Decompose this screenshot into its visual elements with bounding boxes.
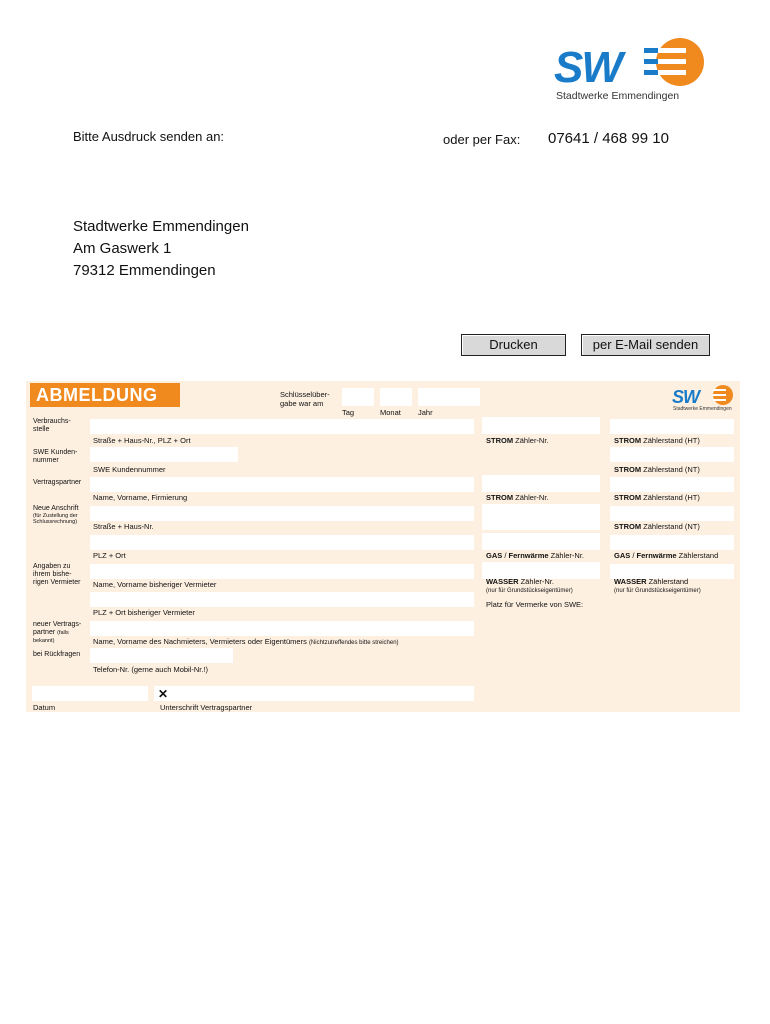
plz-field[interactable] <box>90 535 474 550</box>
swe-logo <box>552 36 712 106</box>
vermieter-plz-caption: PLZ + Ort bisheriger Vermieter <box>93 608 195 617</box>
vertragspartner-field[interactable] <box>90 477 474 492</box>
strom2-bold: STROM <box>486 493 514 502</box>
neuer-partner-sub: (falls bekannt) <box>33 630 69 644</box>
kundennummer-field[interactable] <box>90 447 238 462</box>
neuer-partner-caption-text: Name, Vorname des Nachmieters, Vermieters oder Eigentümers <box>93 637 307 646</box>
strom-ht-bold: STROM <box>614 436 642 445</box>
strasse-field[interactable] <box>90 506 474 521</box>
month-field[interactable] <box>380 388 412 406</box>
strom-nt-bold: STROM <box>614 465 642 474</box>
strom1-ht-field[interactable] <box>610 419 734 434</box>
gas2-mid: / <box>630 551 637 560</box>
verbrauchsstelle-label: Verbrauchs- stelle <box>33 418 71 433</box>
brand-name-small: Stadtwerke Emmendingen <box>673 406 732 412</box>
strom2-ht-field[interactable] <box>610 477 734 492</box>
neuer-partner-caption-note: (Nichtzutreffendes bitte streichen) <box>308 640 399 646</box>
address-block <box>73 216 249 282</box>
address-line-1: Stadtwerke Emmendingen <box>73 218 249 235</box>
strom2-zaehler-field[interactable] <box>482 475 600 492</box>
strom2-nt-rest: Zählerstand (NT) <box>641 522 700 531</box>
gas2-bold1: GAS <box>614 551 631 560</box>
strom1-zaehler-caption <box>486 436 549 445</box>
strom2-ht-bold: STROM <box>614 493 642 502</box>
neue-anschrift-label <box>33 505 79 525</box>
gas2-bold2: Fernwärme <box>636 551 677 560</box>
datum-field[interactable] <box>32 686 148 701</box>
neue-anschrift-title: Neue Anschrift <box>33 505 79 512</box>
address-line-2: Am Gaswerk 1 <box>73 240 172 257</box>
strom2-rest: Zähler-Nr. <box>513 493 549 502</box>
wasser-note: (nur für Grundstückseigentümer) <box>486 588 573 594</box>
kundennummer-caption: SWE Kundennummer <box>93 465 166 474</box>
kundennummer-label: SWE Kunden- nummer <box>33 449 78 464</box>
send-label: Bitte Ausdruck senden an: <box>73 129 225 144</box>
month-label: Monat <box>380 408 401 417</box>
strom1-nt-caption <box>614 465 700 474</box>
gas-zaehler-caption <box>486 551 584 560</box>
neuer-partner-field[interactable] <box>90 621 474 636</box>
strom2-zaehler-caption <box>486 493 549 502</box>
gas-zaehler-field[interactable] <box>482 533 600 550</box>
key-handover-label: Schlüsselüber- gabe war am <box>280 390 330 408</box>
strom2-nt-bold: STROM <box>614 522 642 531</box>
neue-anschrift-sub: (für Zustellung der Schlussrechnung) <box>33 513 78 525</box>
strasse-caption: Straße + Haus-Nr. <box>93 522 154 531</box>
signature-mark-icon: ✕ <box>158 687 169 701</box>
fax-label: oder per Fax: <box>443 132 521 147</box>
strom2-ht-rest: Zählerstand (HT) <box>641 493 700 502</box>
plz-caption: PLZ + Ort <box>93 551 126 560</box>
year-label: Jahr <box>418 408 433 417</box>
strom2-nt-caption <box>614 522 700 531</box>
strom2-extra-field[interactable] <box>482 504 600 530</box>
strom1-zaehler-field[interactable] <box>482 417 600 434</box>
vermerke-label: Platz für Vermerke von SWE: <box>486 600 584 609</box>
unterschrift-caption: Unterschrift Vertragspartner <box>160 703 253 712</box>
vertragspartner-caption: Name, Vorname, Firmierung <box>93 493 188 502</box>
signature-field[interactable] <box>154 686 474 701</box>
datum-caption: Datum <box>33 703 56 712</box>
wasser2-bold: WASSER <box>614 577 647 586</box>
gas-stand-field[interactable] <box>610 535 734 550</box>
wasser-rest: Zähler-Nr. <box>518 577 554 586</box>
wasser-stand-caption <box>614 578 701 595</box>
strom1-bold: STROM <box>486 436 514 445</box>
strom1-nt-field[interactable] <box>610 447 734 462</box>
vermieter-plz-field[interactable] <box>90 592 474 607</box>
gas-bold2: Fernwärme <box>508 551 549 560</box>
address-line-3: 79312 Emmendingen <box>73 262 216 279</box>
swe-logo-small <box>671 384 737 414</box>
form-title: ABMELDUNG <box>30 383 180 407</box>
brand-name: Stadtwerke Emmendingen <box>556 90 680 102</box>
svg-text:SW: SW <box>554 43 621 92</box>
wasser2-note: (nur für Grundstückseigentümer) <box>614 588 701 594</box>
gas-rest: Zähler-Nr. <box>548 551 584 560</box>
verbrauchsstelle-caption: Straße + Haus-Nr., PLZ + Ort <box>93 436 191 445</box>
strom1-rest: Zähler-Nr. <box>513 436 549 445</box>
strom-nt-rest: Zählerstand (NT) <box>641 465 700 474</box>
fax-number: 07641 / 468 99 10 <box>548 130 669 147</box>
strom-ht-rest: Zählerstand (HT) <box>641 436 700 445</box>
wasser2-rest: Zählerstand <box>646 577 689 586</box>
day-label: Tag <box>342 408 355 417</box>
strom1-ht-caption <box>614 436 700 445</box>
vermieter-name-caption: Name, Vorname bisheriger Vermieter <box>93 580 217 589</box>
gas-bold1: GAS <box>486 551 503 560</box>
neuer-partner-title: neuer Vertrags- partner <box>33 621 82 636</box>
day-field[interactable] <box>342 388 374 406</box>
vertragspartner-label: Vertragspartner <box>33 479 82 486</box>
wasser-zaehler-caption <box>486 578 573 595</box>
svg-text:SW: SW <box>672 387 699 407</box>
year-field[interactable] <box>418 388 480 406</box>
wasser-bold: WASSER <box>486 577 519 586</box>
neuer-partner-label <box>33 621 81 645</box>
strom2-nt-field[interactable] <box>610 506 734 521</box>
neuer-partner-caption <box>93 637 399 646</box>
telefon-caption: Telefon-Nr. (gerne auch Mobil-Nr.!) <box>93 665 209 674</box>
print-button[interactable]: Drucken <box>461 334 566 356</box>
gas-mid: / <box>502 551 509 560</box>
strom2-ht-caption <box>614 493 700 502</box>
gas-stand-caption <box>614 551 718 560</box>
rueckfragen-label: bei Rückfragen <box>33 651 81 658</box>
verbrauchsstelle-field[interactable] <box>90 419 474 434</box>
gas2-rest: Zählerstand <box>676 551 719 560</box>
telefon-field[interactable] <box>90 648 233 663</box>
vermieter-name-field[interactable] <box>90 564 474 579</box>
vermieter-label: Angaben zu ihrem bishe- rigen Vermieter <box>33 563 81 586</box>
email-button[interactable]: per E-Mail senden <box>581 334 710 356</box>
